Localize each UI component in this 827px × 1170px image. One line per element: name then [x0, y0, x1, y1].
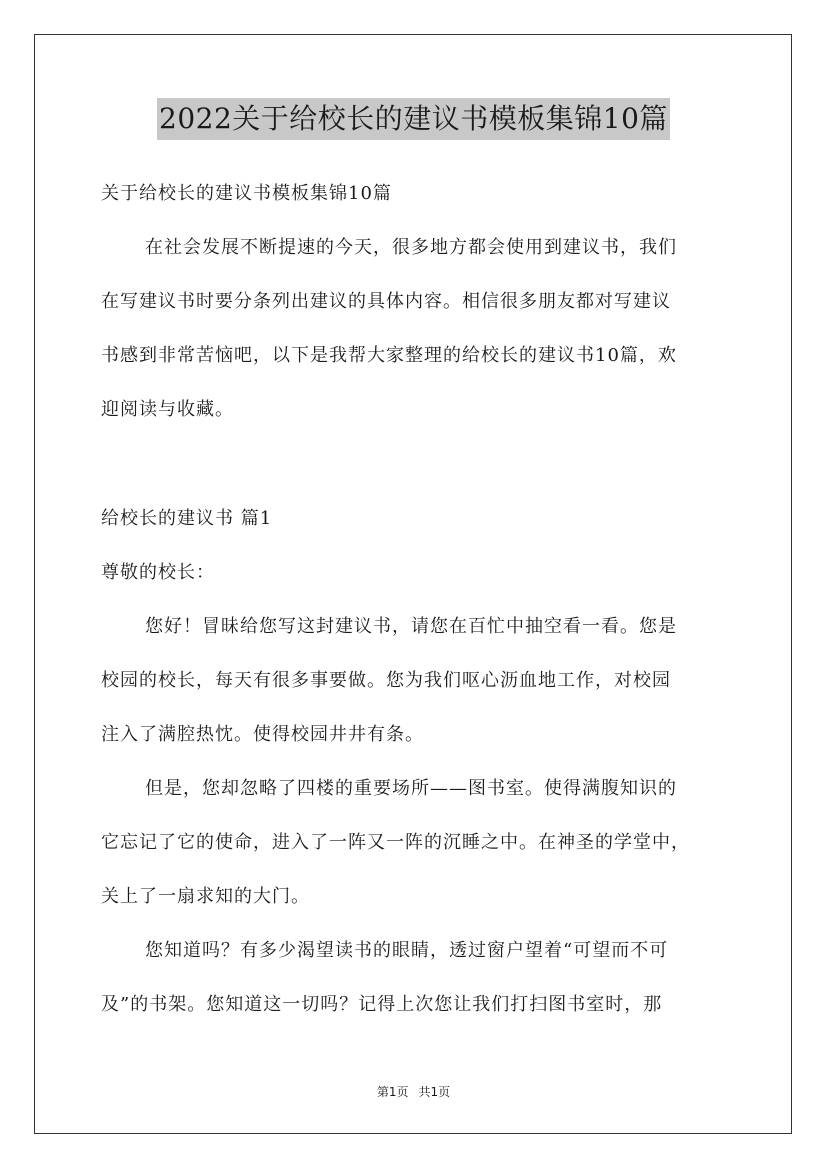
paragraph-1-line-3: 注入了满腔热忱。使得校园井井有条。: [101, 724, 424, 745]
subtitle-line: 关于给校长的建议书模板集锦10篇: [101, 183, 392, 204]
title-container: [0, 98, 827, 140]
paragraph-2-line-1: 但是，您却忽略了四楼的重要场所——图书室。使得满腹知识的: [145, 778, 677, 799]
paragraph-2-line-2: 它忘记了它的使命，进入了一阵又一阵的沉睡之中。在神圣的学堂中，: [101, 832, 690, 853]
section-heading: 给校长的建议书 篇1: [101, 508, 273, 529]
intro-paragraph-line-1: 在社会发展不断提速的今天，很多地方都会使用到建议书，我们: [145, 237, 677, 258]
document-title: 2022关于给校长的建议书模板集锦10篇: [157, 98, 670, 140]
page-total: 共1页: [418, 1085, 451, 1099]
paragraph-3-line-1: 您知道吗？有多少渴望读书的眼睛，透过窗户望着“可望而不可: [145, 940, 669, 961]
page-footer: [0, 1083, 827, 1100]
page-number: 第1页: [376, 1085, 409, 1099]
intro-paragraph-line-2: 在写建议书时要分条列出建议的具体内容。相信很多朋友都对写建议: [101, 291, 671, 312]
salutation: 尊敬的校长：: [101, 562, 215, 583]
intro-paragraph-line-4: 迎阅读与收藏。: [101, 399, 234, 420]
paragraph-2-line-3: 关上了一扇求知的大门。: [101, 886, 310, 907]
paragraph-3-line-2: 及”的书架。您知道这一切吗？记得上次您让我们打扫图书室时，那: [101, 994, 663, 1015]
intro-paragraph-line-3: 书感到非常苦恼吧，以下是我帮大家整理的给校长的建议书10篇，欢: [101, 345, 677, 366]
paragraph-1-line-1: 您好！冒昧给您写这封建议书，请您在百忙中抽空看一看。您是: [145, 616, 677, 637]
paragraph-1-line-2: 校园的校长，每天有很多事要做。您为我们呕心沥血地工作，对校园: [101, 670, 671, 691]
